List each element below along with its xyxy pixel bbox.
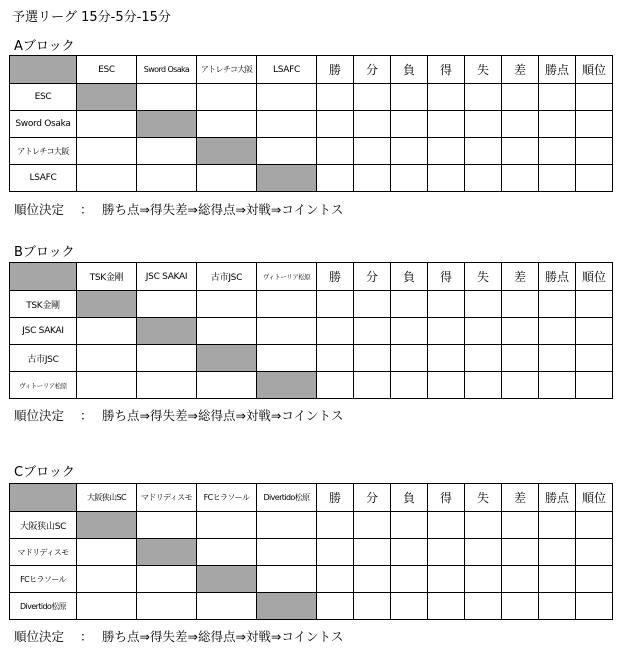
stat-cell [465, 566, 502, 593]
score-cell [77, 165, 137, 192]
self-cell [137, 539, 197, 566]
header-loss: 負 [391, 56, 428, 84]
stat-cell [354, 593, 391, 620]
stat-cell [539, 318, 576, 345]
stat-cell [539, 138, 576, 165]
stat-cell [539, 372, 576, 399]
score-cell [137, 566, 197, 593]
stat-cell [465, 111, 502, 138]
score-cell [257, 512, 317, 539]
self-cell [257, 372, 317, 399]
score-cell [257, 345, 317, 372]
block-a-table [9, 55, 613, 192]
score-cell [257, 84, 317, 111]
stat-cell [502, 539, 539, 566]
stat-cell [539, 345, 576, 372]
stat-cell [576, 318, 613, 345]
header-points: 勝点 [539, 56, 576, 84]
header-goal-diff: 差 [502, 484, 539, 512]
stat-cell [317, 318, 354, 345]
stat-cell [502, 372, 539, 399]
ranking-rule-colon: ： [80, 629, 93, 644]
stat-cell [428, 512, 465, 539]
ranking-rule-a [14, 200, 344, 218]
header-goal-diff: 差 [502, 56, 539, 84]
score-cell [197, 291, 257, 318]
row-team: アトレチコ大阪 [10, 138, 77, 165]
stat-cell [354, 111, 391, 138]
header-draw: 分 [354, 263, 391, 291]
score-cell [137, 291, 197, 318]
header-goals-for: 得 [428, 263, 465, 291]
self-cell [197, 345, 257, 372]
self-cell [197, 138, 257, 165]
header-goal-diff: 差 [502, 263, 539, 291]
stat-cell [576, 512, 613, 539]
stat-cell [317, 512, 354, 539]
score-cell [257, 111, 317, 138]
stat-cell [502, 512, 539, 539]
row-team: JSC SAKAI [10, 318, 77, 345]
header-goals-for: 得 [428, 484, 465, 512]
score-cell [197, 84, 257, 111]
stat-cell [576, 539, 613, 566]
stat-cell [428, 111, 465, 138]
stat-cell [391, 318, 428, 345]
stat-cell [391, 372, 428, 399]
score-cell [137, 372, 197, 399]
stat-cell [576, 84, 613, 111]
score-cell [197, 165, 257, 192]
stat-cell [317, 372, 354, 399]
self-cell [77, 512, 137, 539]
score-cell [257, 318, 317, 345]
self-cell [77, 291, 137, 318]
score-cell [257, 291, 317, 318]
stat-cell [428, 318, 465, 345]
score-cell [77, 539, 137, 566]
stat-cell [317, 539, 354, 566]
self-cell [257, 165, 317, 192]
score-cell [77, 593, 137, 620]
stat-cell [539, 111, 576, 138]
header-win: 勝 [317, 56, 354, 84]
corner-cell [10, 484, 77, 512]
row-team: LSAFC [10, 165, 77, 192]
score-cell [197, 512, 257, 539]
ranking-rule-label: 順位決定 [14, 408, 65, 423]
stat-cell [391, 138, 428, 165]
score-cell [77, 566, 137, 593]
ranking-rule-b [14, 406, 344, 424]
table-row [10, 512, 613, 539]
self-cell [137, 318, 197, 345]
row-team: マドリディスモ [10, 539, 77, 566]
header-win: 勝 [317, 484, 354, 512]
table-row [10, 165, 613, 192]
stat-cell [539, 165, 576, 192]
block-c-label: Cブロック [14, 465, 75, 480]
stat-cell [354, 539, 391, 566]
stat-cell [539, 291, 576, 318]
ranking-rule-label: 順位決定 [14, 629, 65, 644]
stat-cell [354, 566, 391, 593]
stat-cell [428, 84, 465, 111]
stat-cell [428, 593, 465, 620]
stat-cell [576, 593, 613, 620]
stat-cell [391, 345, 428, 372]
header-team: 大阪狭山SC [77, 484, 137, 512]
stat-cell [502, 111, 539, 138]
stat-cell [354, 165, 391, 192]
stat-cell [465, 512, 502, 539]
score-cell [137, 165, 197, 192]
stat-cell [465, 138, 502, 165]
row-team: ESC [10, 84, 77, 111]
stat-cell [354, 372, 391, 399]
corner-cell [10, 56, 77, 84]
stat-cell [391, 566, 428, 593]
score-cell [77, 345, 137, 372]
corner-cell [10, 263, 77, 291]
header-team: マドリディスモ [137, 484, 197, 512]
stat-cell [465, 291, 502, 318]
header-team: Sword Osaka [137, 56, 197, 84]
stat-cell [465, 318, 502, 345]
score-cell [77, 138, 137, 165]
score-cell [257, 138, 317, 165]
table-row [10, 372, 613, 399]
stat-cell [539, 593, 576, 620]
stat-cell [465, 593, 502, 620]
score-cell [197, 318, 257, 345]
header-team: Divertido松原 [257, 484, 317, 512]
score-cell [137, 138, 197, 165]
header-team: アトレチコ大阪 [197, 56, 257, 84]
stat-cell [317, 111, 354, 138]
stat-cell [428, 539, 465, 566]
ranking-rule-text: 勝ち点⇒得失差⇒総得点⇒対戦⇒コイントス [102, 408, 344, 423]
score-cell [137, 345, 197, 372]
header-team: FCヒラソール [197, 484, 257, 512]
stat-cell [428, 165, 465, 192]
stat-cell [502, 318, 539, 345]
table-row [10, 593, 613, 620]
header-team: LSAFC [257, 56, 317, 84]
header-loss: 負 [391, 263, 428, 291]
header-team: JSC SAKAI [137, 263, 197, 291]
header-goals-against: 失 [465, 484, 502, 512]
stat-cell [354, 345, 391, 372]
stat-cell [576, 291, 613, 318]
stat-cell [317, 345, 354, 372]
self-cell [137, 111, 197, 138]
block-c-table [9, 483, 613, 620]
row-team: TSK金剛 [10, 291, 77, 318]
stat-cell [391, 111, 428, 138]
ranking-rule-label: 順位決定 [14, 202, 65, 217]
stat-cell [317, 593, 354, 620]
stat-cell [391, 165, 428, 192]
stat-cell [354, 138, 391, 165]
score-cell [197, 593, 257, 620]
stat-cell [354, 512, 391, 539]
ranking-rule-c [14, 627, 344, 645]
stat-cell [317, 138, 354, 165]
stat-cell [317, 566, 354, 593]
stat-cell [576, 165, 613, 192]
stat-cell [539, 512, 576, 539]
block-b-label: Bブロック [14, 245, 75, 260]
ranking-rule-colon: ： [80, 202, 93, 217]
score-cell [137, 512, 197, 539]
stat-cell [391, 593, 428, 620]
row-team: 大阪狭山SC [10, 512, 77, 539]
stat-cell [576, 372, 613, 399]
page-title: 予選リーグ 15分-5分-15分 [12, 10, 171, 25]
ranking-rule-text: 勝ち点⇒得失差⇒総得点⇒対戦⇒コイントス [102, 202, 344, 217]
ranking-rule-text: 勝ち点⇒得失差⇒総得点⇒対戦⇒コイントス [102, 629, 344, 644]
stat-cell [317, 165, 354, 192]
table-row [10, 291, 613, 318]
score-cell [137, 593, 197, 620]
score-cell [197, 372, 257, 399]
stat-cell [428, 372, 465, 399]
header-points: 勝点 [539, 263, 576, 291]
stat-cell [391, 512, 428, 539]
score-cell [77, 318, 137, 345]
self-cell [77, 84, 137, 111]
header-goals-against: 失 [465, 56, 502, 84]
score-cell [197, 111, 257, 138]
stat-cell [502, 345, 539, 372]
block-b-table [9, 262, 613, 399]
stat-cell [317, 291, 354, 318]
header-team: 古市JSC [197, 263, 257, 291]
stat-cell [539, 566, 576, 593]
table-row [10, 84, 613, 111]
stat-cell [428, 138, 465, 165]
stat-cell [465, 372, 502, 399]
stat-cell [576, 566, 613, 593]
stat-cell [576, 345, 613, 372]
table-row [10, 345, 613, 372]
row-team: FCヒラソール [10, 566, 77, 593]
stat-cell [502, 138, 539, 165]
header-loss: 負 [391, 484, 428, 512]
header-draw: 分 [354, 484, 391, 512]
header-team: ESC [77, 56, 137, 84]
table-row [10, 539, 613, 566]
stat-cell [391, 84, 428, 111]
self-cell [197, 566, 257, 593]
stat-cell [465, 165, 502, 192]
ranking-rule-colon: ： [80, 408, 93, 423]
header-team: ヴィトーリア松原 [257, 263, 317, 291]
stat-cell [502, 593, 539, 620]
stat-cell [465, 539, 502, 566]
row-team: ヴィトーリア松原 [10, 372, 77, 399]
header-points: 勝点 [539, 484, 576, 512]
score-cell [137, 84, 197, 111]
self-cell [257, 593, 317, 620]
score-cell [257, 539, 317, 566]
header-rank: 順位 [576, 56, 613, 84]
stat-cell [428, 566, 465, 593]
stat-cell [502, 291, 539, 318]
stat-cell [428, 345, 465, 372]
header-rank: 順位 [576, 484, 613, 512]
table-row [10, 138, 613, 165]
stat-cell [465, 84, 502, 111]
stat-cell [539, 84, 576, 111]
score-cell [77, 372, 137, 399]
stat-cell [317, 84, 354, 111]
row-team: Divertido松原 [10, 593, 77, 620]
table-row [10, 566, 613, 593]
stat-cell [502, 566, 539, 593]
stat-cell [428, 291, 465, 318]
table-row [10, 111, 613, 138]
stat-cell [576, 111, 613, 138]
table-row [10, 318, 613, 345]
row-team: Sword Osaka [10, 111, 77, 138]
header-win: 勝 [317, 263, 354, 291]
block-a-label: Aブロック [14, 39, 75, 54]
header-goals-for: 得 [428, 56, 465, 84]
stat-cell [576, 138, 613, 165]
score-cell [197, 539, 257, 566]
score-cell [257, 566, 317, 593]
stat-cell [391, 539, 428, 566]
stat-cell [502, 165, 539, 192]
header-rank: 順位 [576, 263, 613, 291]
stat-cell [354, 291, 391, 318]
score-cell [77, 111, 137, 138]
stat-cell [465, 345, 502, 372]
header-goals-against: 失 [465, 263, 502, 291]
stat-cell [391, 291, 428, 318]
stat-cell [502, 84, 539, 111]
row-team: 古市JSC [10, 345, 77, 372]
header-team: TSK金剛 [77, 263, 137, 291]
header-draw: 分 [354, 56, 391, 84]
stat-cell [539, 539, 576, 566]
stat-cell [354, 84, 391, 111]
stat-cell [354, 318, 391, 345]
